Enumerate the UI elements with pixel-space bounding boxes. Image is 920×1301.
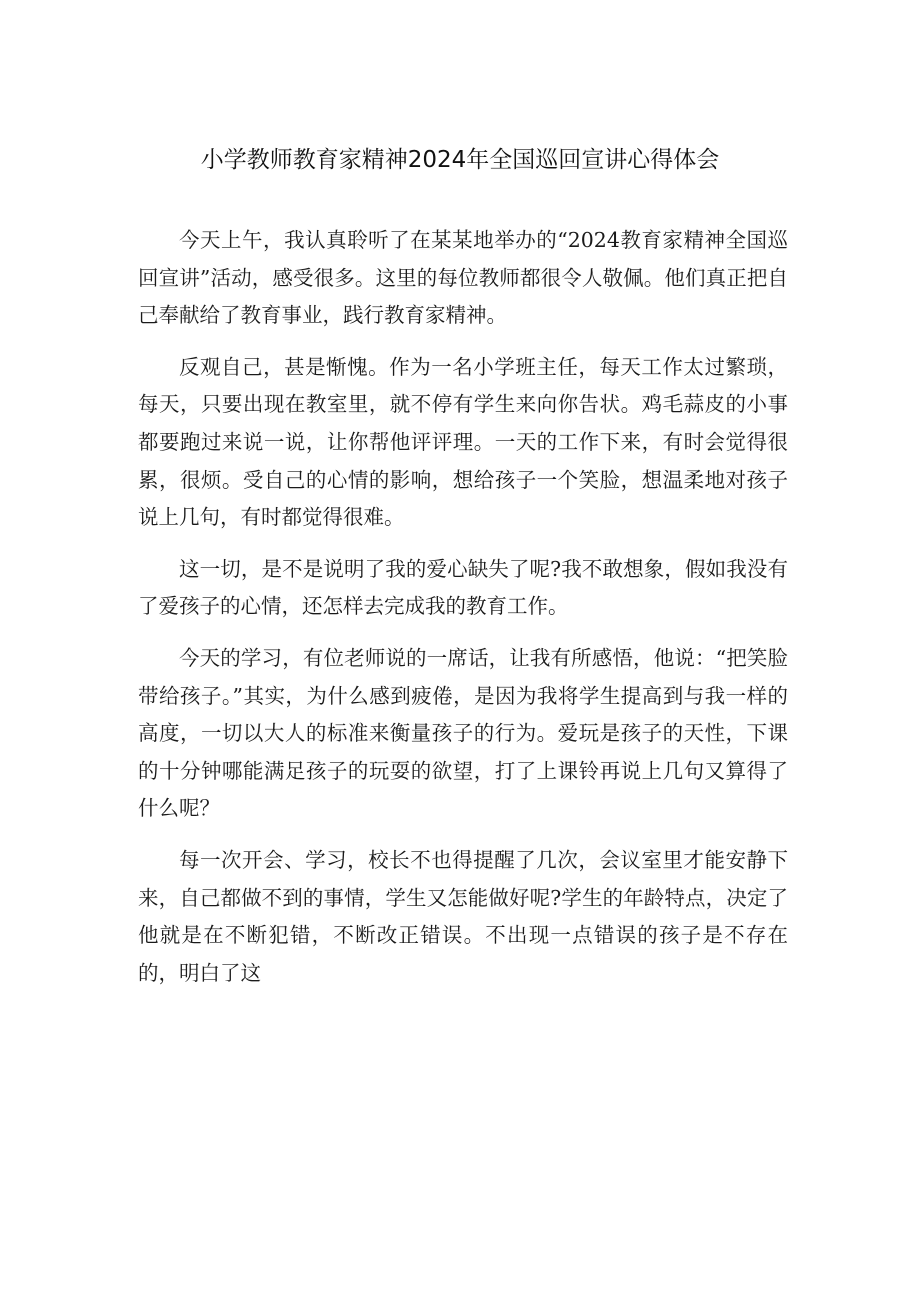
document-title: 小学教师教育家精神2024年全国巡回宣讲心得体会	[200, 147, 720, 173]
document-body	[138, 222, 788, 1006]
paragraph-2: 反观自己，甚是惭愧。作为一名小学班主任，每天工作太过繁琐，每天，只要出现在教室里，就不停有学生来向你告状。鸡毛蒜皮的小事都要跑过来说一说，让你帮他评评理。一天的工作下来，有时会觉得很累，很烦。受自己的心情的影响，想给孩子一个笑脸，想温柔地对孩子说上几句，有时都觉得很难。	[138, 354, 788, 530]
paragraph-1: 今天上午，我认真聆听了在某某地举办的“2024教育家精神全国巡回宣讲”活动，感受很多。这里的每位教师都很令人敬佩。他们真正把自己奉献给了教育事业，践行教育家精神。	[138, 228, 788, 328]
paragraph-4: 今天的学习，有位老师说的一席话，让我有所感悟，他说：“把笑脸带给孩子。”其实，为什么感到疲倦，是因为我将学生提高到与我一样的高度，一切以大人的标准来衡量孩子的行为。爱玩是孩子的天性，下课的十分钟哪能满足孩子的玩耍的欲望，打了上课铃再说上几句又算得了什么呢？	[138, 645, 788, 821]
paragraph-3: 这一切，是不是说明了我的爱心缺失了呢?我不敢想象，假如我没有了爱孩子的心情，还怎样去完成我的教育工作。	[138, 556, 788, 619]
paragraph-5: 每一次开会、学习，校长不也得提醒了几次，会议室里才能安静下来，自己都做不到的事情，学生又怎能做好呢?学生的年龄特点，决定了他就是在不断犯错，不断改正错误。不出现一点错误的孩子是不存在的，明白了这	[138, 847, 788, 985]
